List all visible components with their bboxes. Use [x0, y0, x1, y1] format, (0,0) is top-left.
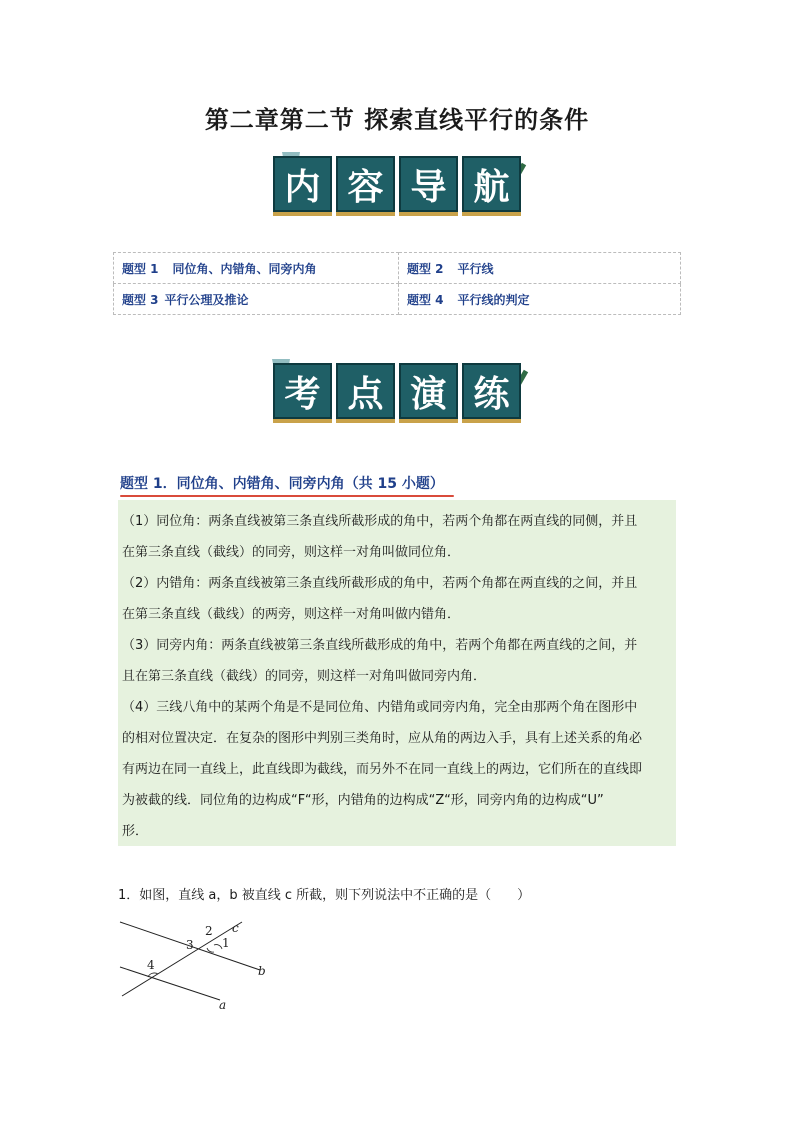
- label-angle-3: 3: [186, 938, 194, 952]
- toc-item-number: 题型 2: [407, 261, 444, 276]
- label-a: a: [219, 998, 227, 1012]
- note-line: 形．: [122, 824, 149, 839]
- banner-char: 导: [399, 156, 458, 212]
- label-c: c: [232, 921, 239, 935]
- toc-item-number: 题型 4: [407, 292, 444, 307]
- toc-row: [114, 284, 681, 315]
- note-line: （1）同位角：两条直线被第三条直线所截形成的角中，若两个角都在两直线的同侧，并且: [122, 514, 638, 529]
- label-angle-2: 2: [205, 924, 213, 938]
- banner-char: 点: [336, 363, 395, 419]
- line-c: [122, 922, 242, 996]
- label-angle-1: 1: [222, 936, 230, 950]
- line-a: [120, 967, 220, 1000]
- label-b: b: [258, 964, 266, 978]
- page-title: 第二章第二节 探索直线平行的条件: [204, 106, 590, 134]
- angle-arc: [207, 948, 214, 952]
- toc-item-number: 题型 3: [122, 292, 159, 307]
- toc-item-number: 题型 1: [122, 261, 159, 276]
- banner-char: 演: [399, 363, 458, 419]
- toc-table: [113, 252, 681, 315]
- section-heading: 题型 1．同位角、内错角、同旁内角（共 15 小题）: [120, 473, 450, 497]
- toc-item-label: 平行线的判定: [457, 292, 530, 307]
- note-line: 在第三条直线（截线）的两旁，则这样一对角叫做内错角．: [122, 607, 461, 622]
- banner-practice: [0, 355, 794, 425]
- banner-char: 考: [273, 363, 332, 419]
- note-line: 有两边在同一直线上，此直线即为截线，而另外不在同一直线上的两边，它们所在的直线即: [122, 762, 643, 777]
- banner-char: 内: [273, 156, 332, 212]
- banner-content-navigation: [0, 148, 794, 218]
- toc-item[interactable]: [114, 253, 399, 284]
- question-1: 1．如图，直线 a，b 被直线 c 所截，则下列说法中不正确的是（ ）: [118, 888, 531, 903]
- toc-item-label: 平行公理及推论: [164, 292, 249, 307]
- toc-item-label: 平行线: [457, 261, 494, 276]
- note-line: （2）内错角：两条直线被第三条直线所截形成的角中，若两个角都在两直线的之间，并且: [122, 576, 638, 591]
- geometry-figure: [118, 912, 278, 1012]
- angle-arc: [214, 945, 222, 949]
- note-line: 且在第三条直线（截线）的同旁，则这样一对角叫做同旁内角．: [122, 669, 487, 684]
- note-line: 为被截的线．同位角的边构成“F“形，内错角的边构成“Z“形，同旁内角的边构成“U”: [122, 793, 604, 808]
- note-line: 的相对位置决定．在复杂的图形中判别三类角时，应从角的两边入手，具有上述关系的角必: [122, 731, 643, 746]
- knowledge-note: [118, 500, 676, 846]
- label-angle-4: 4: [147, 958, 155, 972]
- note-line: 在第三条直线（截线）的同旁，则这样一对角叫做同位角．: [122, 545, 461, 560]
- banner-char: 航: [462, 156, 521, 212]
- toc-row: [114, 253, 681, 284]
- banner-char: 练: [462, 363, 521, 419]
- note-line: （4）三线八角中的某两个角是不是同位角、内错角或同旁内角，完全由那两个角在图形中: [122, 700, 638, 715]
- toc-item[interactable]: [114, 284, 399, 315]
- toc-item[interactable]: [399, 284, 681, 315]
- note-line: （3）同旁内角：两条直线被第三条直线所截形成的角中，若两个角都在两直线的之间，并: [122, 638, 638, 653]
- toc-item-label: 同位角、内错角、同旁内角: [172, 261, 317, 276]
- banner-char: 容: [336, 156, 395, 212]
- toc-item[interactable]: [399, 253, 681, 284]
